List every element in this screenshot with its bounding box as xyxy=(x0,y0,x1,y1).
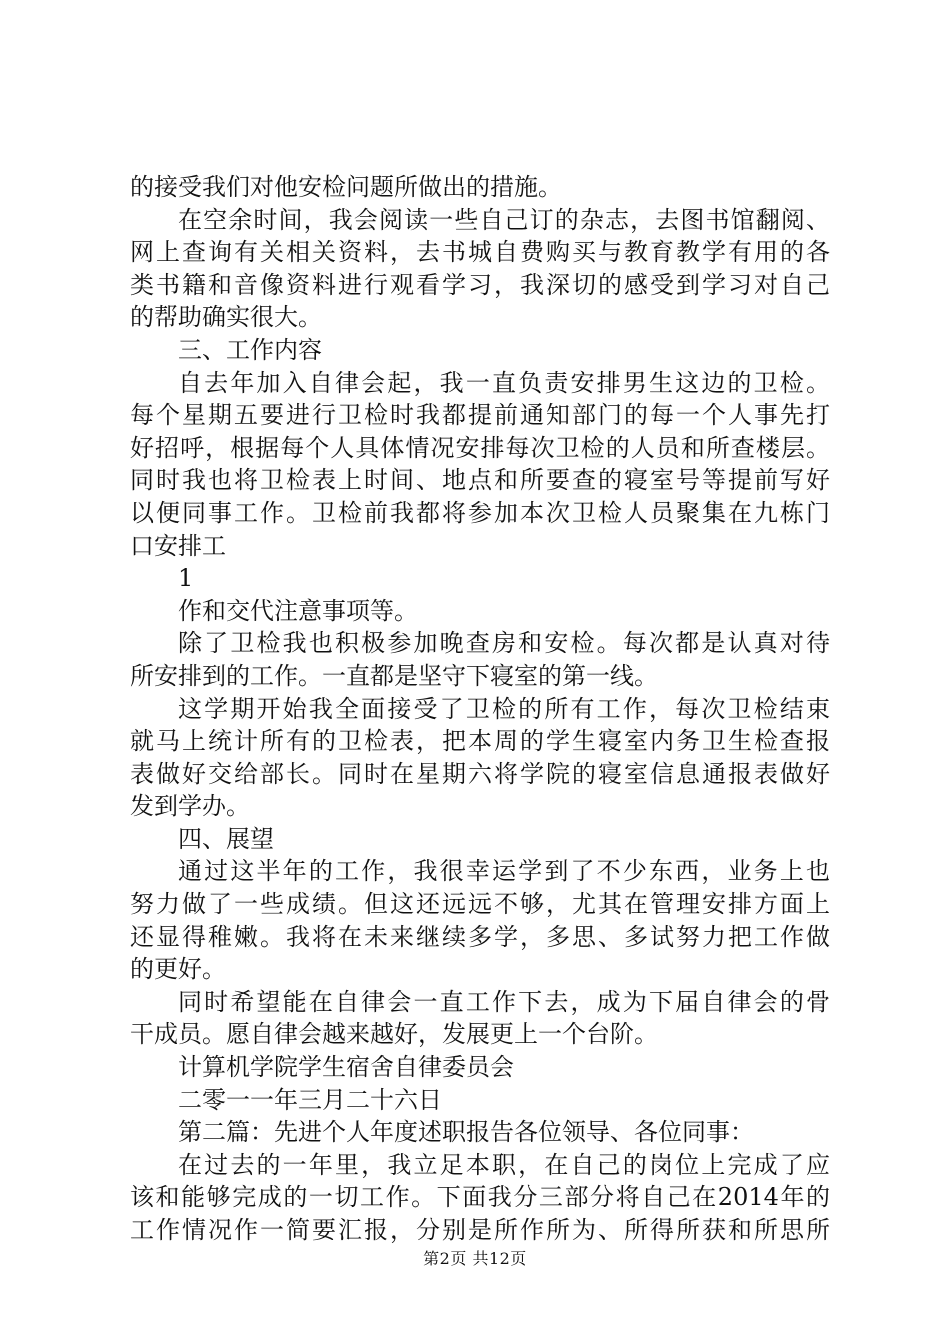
text-line: 自去年加入自律会起，我一直负责安排男生这边的卫检。 xyxy=(178,368,830,397)
text-line: 口安排工 xyxy=(130,531,226,560)
text-line: 三、工作内容 xyxy=(178,335,322,364)
text-line: 每个星期五要进行卫检时我都提前通知部门的每一个人事先打 xyxy=(130,401,830,430)
text-line: 类书籍和音像资料进行观看学习，我深切的感受到学习对自己 xyxy=(130,270,830,299)
text-line: 在空余时间，我会阅读一些自己订的杂志，去图书馆翻阅、 xyxy=(178,205,830,234)
text-line: 干成员。愿自律会越来越好，发展更上一个台阶。 xyxy=(130,1020,658,1049)
text-line: 同时我也将卫检表上时间、地点和所要查的寝室号等提前写好 xyxy=(130,466,830,495)
text-line: 的帮助确实很大。 xyxy=(130,303,322,332)
text-line: 所安排到的工作。一直都是坚守下寝室的第一线。 xyxy=(130,661,658,690)
page-number: 第2页 共12页 xyxy=(423,1249,527,1268)
text-line: 网上查询有关相关资料，去书城自费购买与教育教学有用的各 xyxy=(130,238,830,267)
document-body xyxy=(130,171,830,1247)
text-line: 同时希望能在自律会一直工作下去，成为下届自律会的骨 xyxy=(178,987,830,1016)
text-line: 好招呼，根据每个人具体情况安排每次卫检的人员和所查楼层。 xyxy=(130,433,830,462)
text-line: 作和交代注意事项等。 xyxy=(178,596,418,625)
text-line: 1 xyxy=(178,564,194,593)
text-line: 计算机学院学生宿舍自律委员会 xyxy=(178,1053,514,1082)
text-line: 努力做了一些成绩。但这还远远不够，尤其在管理安排方面上 xyxy=(130,890,830,919)
text-line: 表做好交给部长。同时在星期六将学院的寝室信息通报表做好 xyxy=(130,759,830,788)
text-line: 的接受我们对他安检问题所做出的措施。 xyxy=(130,173,562,201)
text-line: 第二篇：先进个人年度述职报告各位领导、各位同事： xyxy=(178,1118,754,1147)
text-line: 通过这半年的工作，我很幸运学到了不少东西，业务上也 xyxy=(178,857,830,886)
text-line: 以便同事工作。卫检前我都将参加本次卫检人员聚集在九栋门 xyxy=(130,498,830,527)
text-line: 就马上统计所有的卫检表，把本周的学生寝室内务卫生检查报 xyxy=(130,727,830,756)
text-line: 在过去的一年里，我立足本职，在自己的岗位上完成了应 xyxy=(178,1150,830,1179)
text-line: 还显得稚嫩。我将在未来继续多学，多思、多试努力把工作做 xyxy=(130,922,830,951)
text-line: 工作情况作一简要汇报，分别是所作所为、所得所获和所思所 xyxy=(130,1216,830,1244)
text-line: 四、展望 xyxy=(178,824,274,853)
text-line: 发到学办。 xyxy=(130,792,250,821)
text-line: 这学期开始我全面接受了卫检的所有工作，每次卫检结束 xyxy=(178,694,830,723)
text-line: 的更好。 xyxy=(130,955,226,984)
text-line: 除了卫检我也积极参加晚查房和安检。每次都是认真对待 xyxy=(178,629,830,658)
text-line: 该和能够完成的一切工作。下面我分三部分将自己在2014年的 xyxy=(130,1183,830,1212)
text-line: 二零一一年三月二十六日 xyxy=(178,1085,442,1114)
